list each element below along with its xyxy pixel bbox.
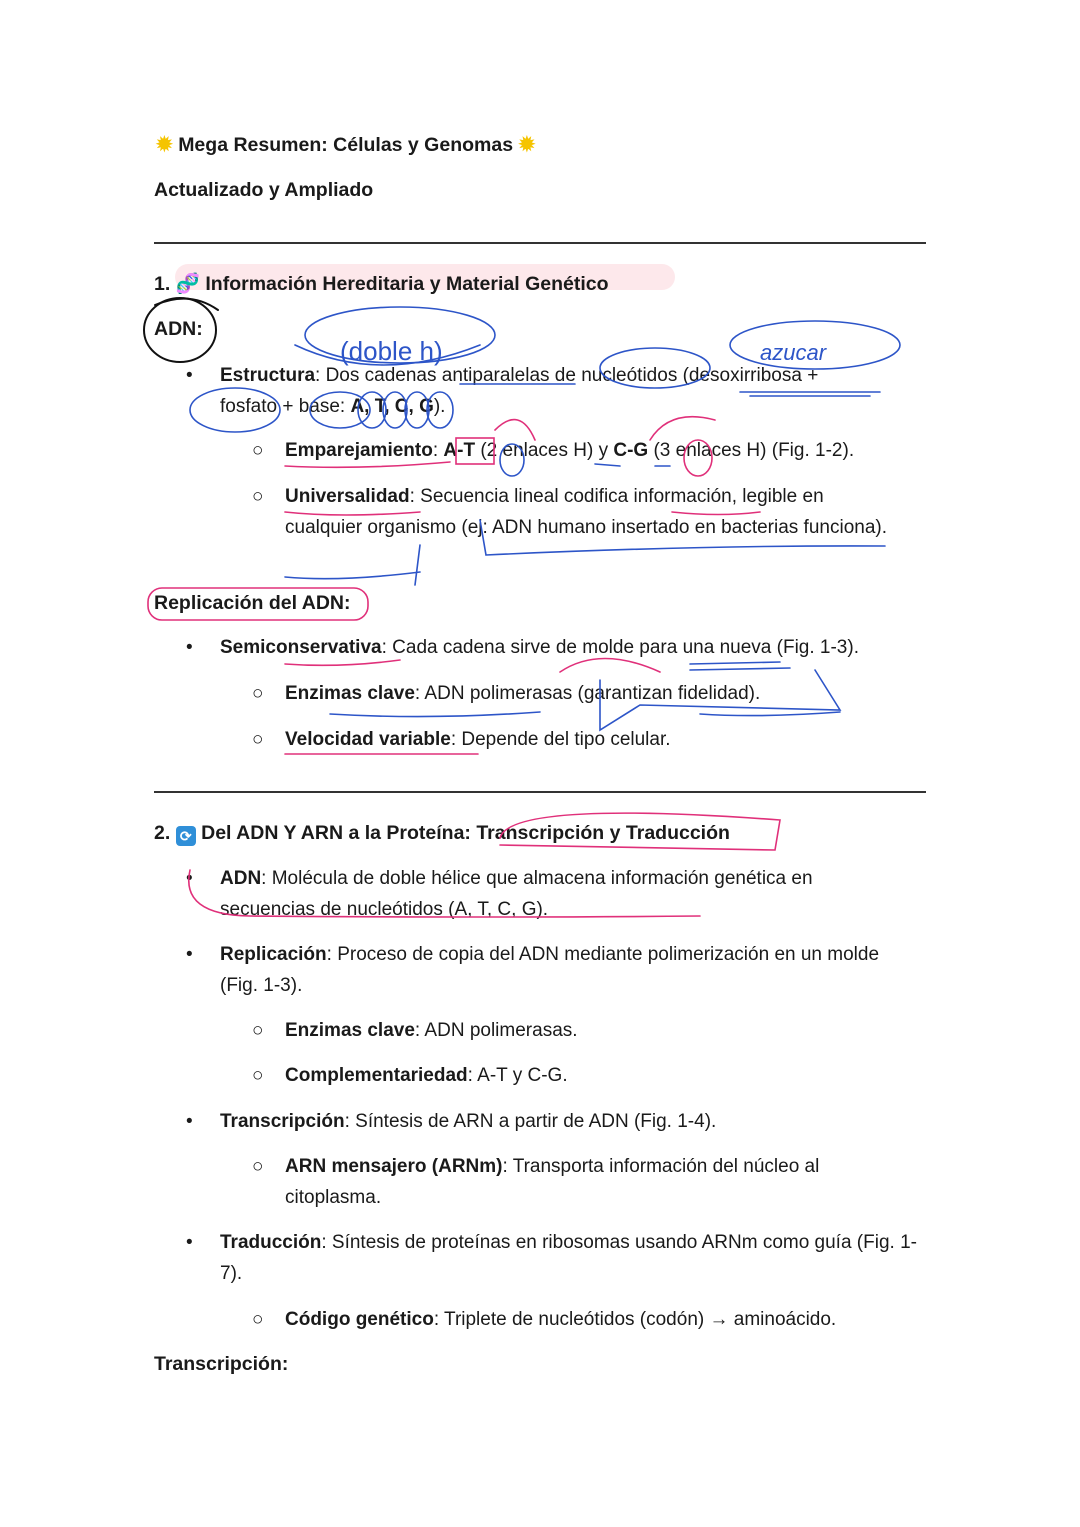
bullet: • [186,1111,193,1132]
transcripcion-item: Transcripción: Síntesis de ARN a partir de ADN (Fig. 1-4). [220,1111,717,1132]
bullet: • [186,944,193,965]
complementariedad-item: Complementariedad: A-T y C-G. [285,1065,568,1086]
sun-icon: ✹ [518,134,536,156]
replicacion-item: Replicación: Proceso de copia del ADN mediante polimerización en un molde (Fig. 1-3). [220,944,880,996]
emparejamiento-item: Emparejamiento: A-T (2 enlaces H) y C-G (3 enlaces H) (Fig. 1-2). [285,440,855,461]
universalidad-item: Universalidad: Secuencia lineal codifica información, legible en cualquier organismo (ej: ADN humano insertado en bacterias funciona). [285,486,887,538]
traduccion-item: Traducción: Síntesis de proteínas en ribosomas usando ARNm como guía (Fig. 1-7). [220,1232,917,1284]
divider [154,791,926,793]
bullet: ○ [252,729,264,750]
bullet: ○ [252,1020,264,1041]
section1-heading [154,269,609,300]
cycle-icon: ⟳ [176,826,196,846]
bullet: ○ [252,1156,264,1177]
velocidad-item: Velocidad variable: Depende del tipo celular. [285,729,671,750]
bullet: ○ [252,683,264,704]
replicacion-label: Replicación del ADN: [154,592,351,614]
divider [154,242,926,244]
annotation-azucar: azucar [760,340,827,365]
dna-icon: 🧬 [175,273,200,295]
bullet: ○ [252,440,264,461]
bullet: ○ [252,1309,264,1330]
adn-label: ADN: [154,318,203,340]
section-title: Del ADN Y ARN a la Proteína: Transcripción y Traducción [201,822,730,844]
transcripcion-label: Transcripción: [154,1353,289,1375]
bullet: ○ [252,486,264,507]
arnm-item: ARN mensajero (ARNm): Transporta información del núcleo al citoplasma. [285,1156,820,1208]
enzimas-item: Enzimas clave: ADN polimerasas. [285,1020,578,1041]
bullet: • [186,868,193,889]
bullet: • [186,1232,193,1253]
enzimas-item: Enzimas clave: ADN polimerasas (garantizan fidelidad). [285,683,761,704]
section2-heading [154,818,730,849]
section-number: 2. [154,822,171,844]
bullet: ○ [252,1065,264,1086]
codigo-item: Código genético: Triplete de nucleótidos (codón) → aminoácido. [285,1309,837,1330]
title-text: Mega Resumen: Células y Genomas [178,134,514,156]
estructura-item: Estructura: Dos cadenas antiparalelas de nucleótidos (desoxirribosa + fosfato + base: A, T, C, G). [220,365,819,417]
semiconservativa-item: Semiconservativa: Cada cadena sirve de molde para una nueva (Fig. 1-3). [220,637,859,658]
annotation-doble-h: (doble h) [340,336,443,366]
bullet: • [186,637,193,658]
document-title [156,130,535,161]
sun-icon: ✹ [156,134,173,156]
subtitle: Actualizado y Ampliado [154,179,374,201]
adn-item: ADN: Molécula de doble hélice que almacena información genética en secuencias de nucleótidos (A, T, C, G). [220,868,813,920]
section-title: Información Hereditaria y Material Genético [205,273,609,295]
bullet: • [186,365,193,386]
section-number: 1. [154,273,171,295]
